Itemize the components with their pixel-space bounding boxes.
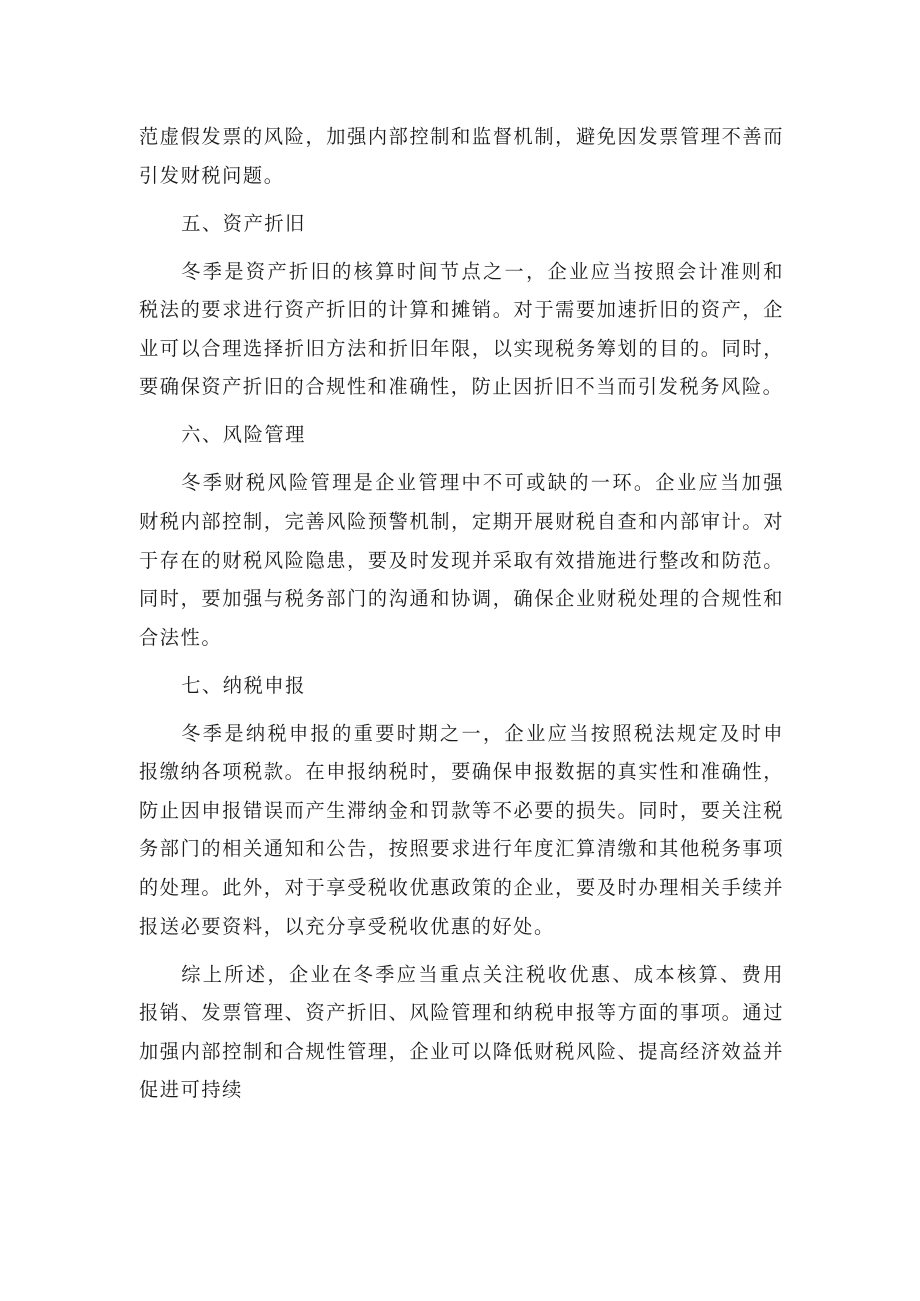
paragraph-invoice-continuation: 范虚假发票的风险，加强内部控制和监督机制，避免因发票管理不善而引发财税问题。	[139, 125, 784, 187]
paragraph-tax-filing: 冬季是纳税申报的重要时期之一，企业应当按照税法规定及时申报缴纳各项税款。在申报纳税时，要确保申报数据的真实性和准确性，防止因申报错误而产生滞纳金和罚款等不必要的损失。同时，要关注税务部门的相关通知和公告，按照要求进行年度汇算清缴和其他税务事项的处理。此外，对于享受税收优惠政策的企业，要及时办理相关手续并报送必要资料，以充分享受税收优惠的好处。	[139, 721, 784, 938]
section-heading-tax-filing: 七、纳税申报	[181, 673, 306, 697]
section-heading-risk-management: 六、风险管理	[181, 423, 306, 447]
paragraph-asset-depreciation: 冬季是资产折旧的核算时间节点之一，企业应当按照会计准则和税法的要求进行资产折旧的计算和摊销。对于需要加速折旧的资产，企业可以合理选择折旧方法和折旧年限，以实现税务筹划的目的。同时，要确保资产折旧的合规性和准确性，防止因折旧不当而引发税务风险。	[139, 259, 784, 399]
section-heading-asset-depreciation: 五、资产折旧	[181, 211, 306, 235]
paragraph-risk-management: 冬季财税风险管理是企业管理中不可或缺的一环。企业应当加强财税内部控制，完善风险预警机制，定期开展财税自查和内部审计。对于存在的财税风险隐患，要及时发现并采取有效措施进行整改和防范。同时，要加强与税务部门的沟通和协调，确保企业财税处理的合规性和合法性。	[139, 471, 784, 649]
paragraph-summary: 综上所述，企业在冬季应当重点关注税收优惠、成本核算、费用报销、发票管理、资产折旧、风险管理和纳税申报等方面的事项。通过加强内部控制和合规性管理，企业可以降低财税风险、提高经济效益并促进可持续	[139, 962, 784, 1102]
document-body	[139, 118, 784, 1119]
